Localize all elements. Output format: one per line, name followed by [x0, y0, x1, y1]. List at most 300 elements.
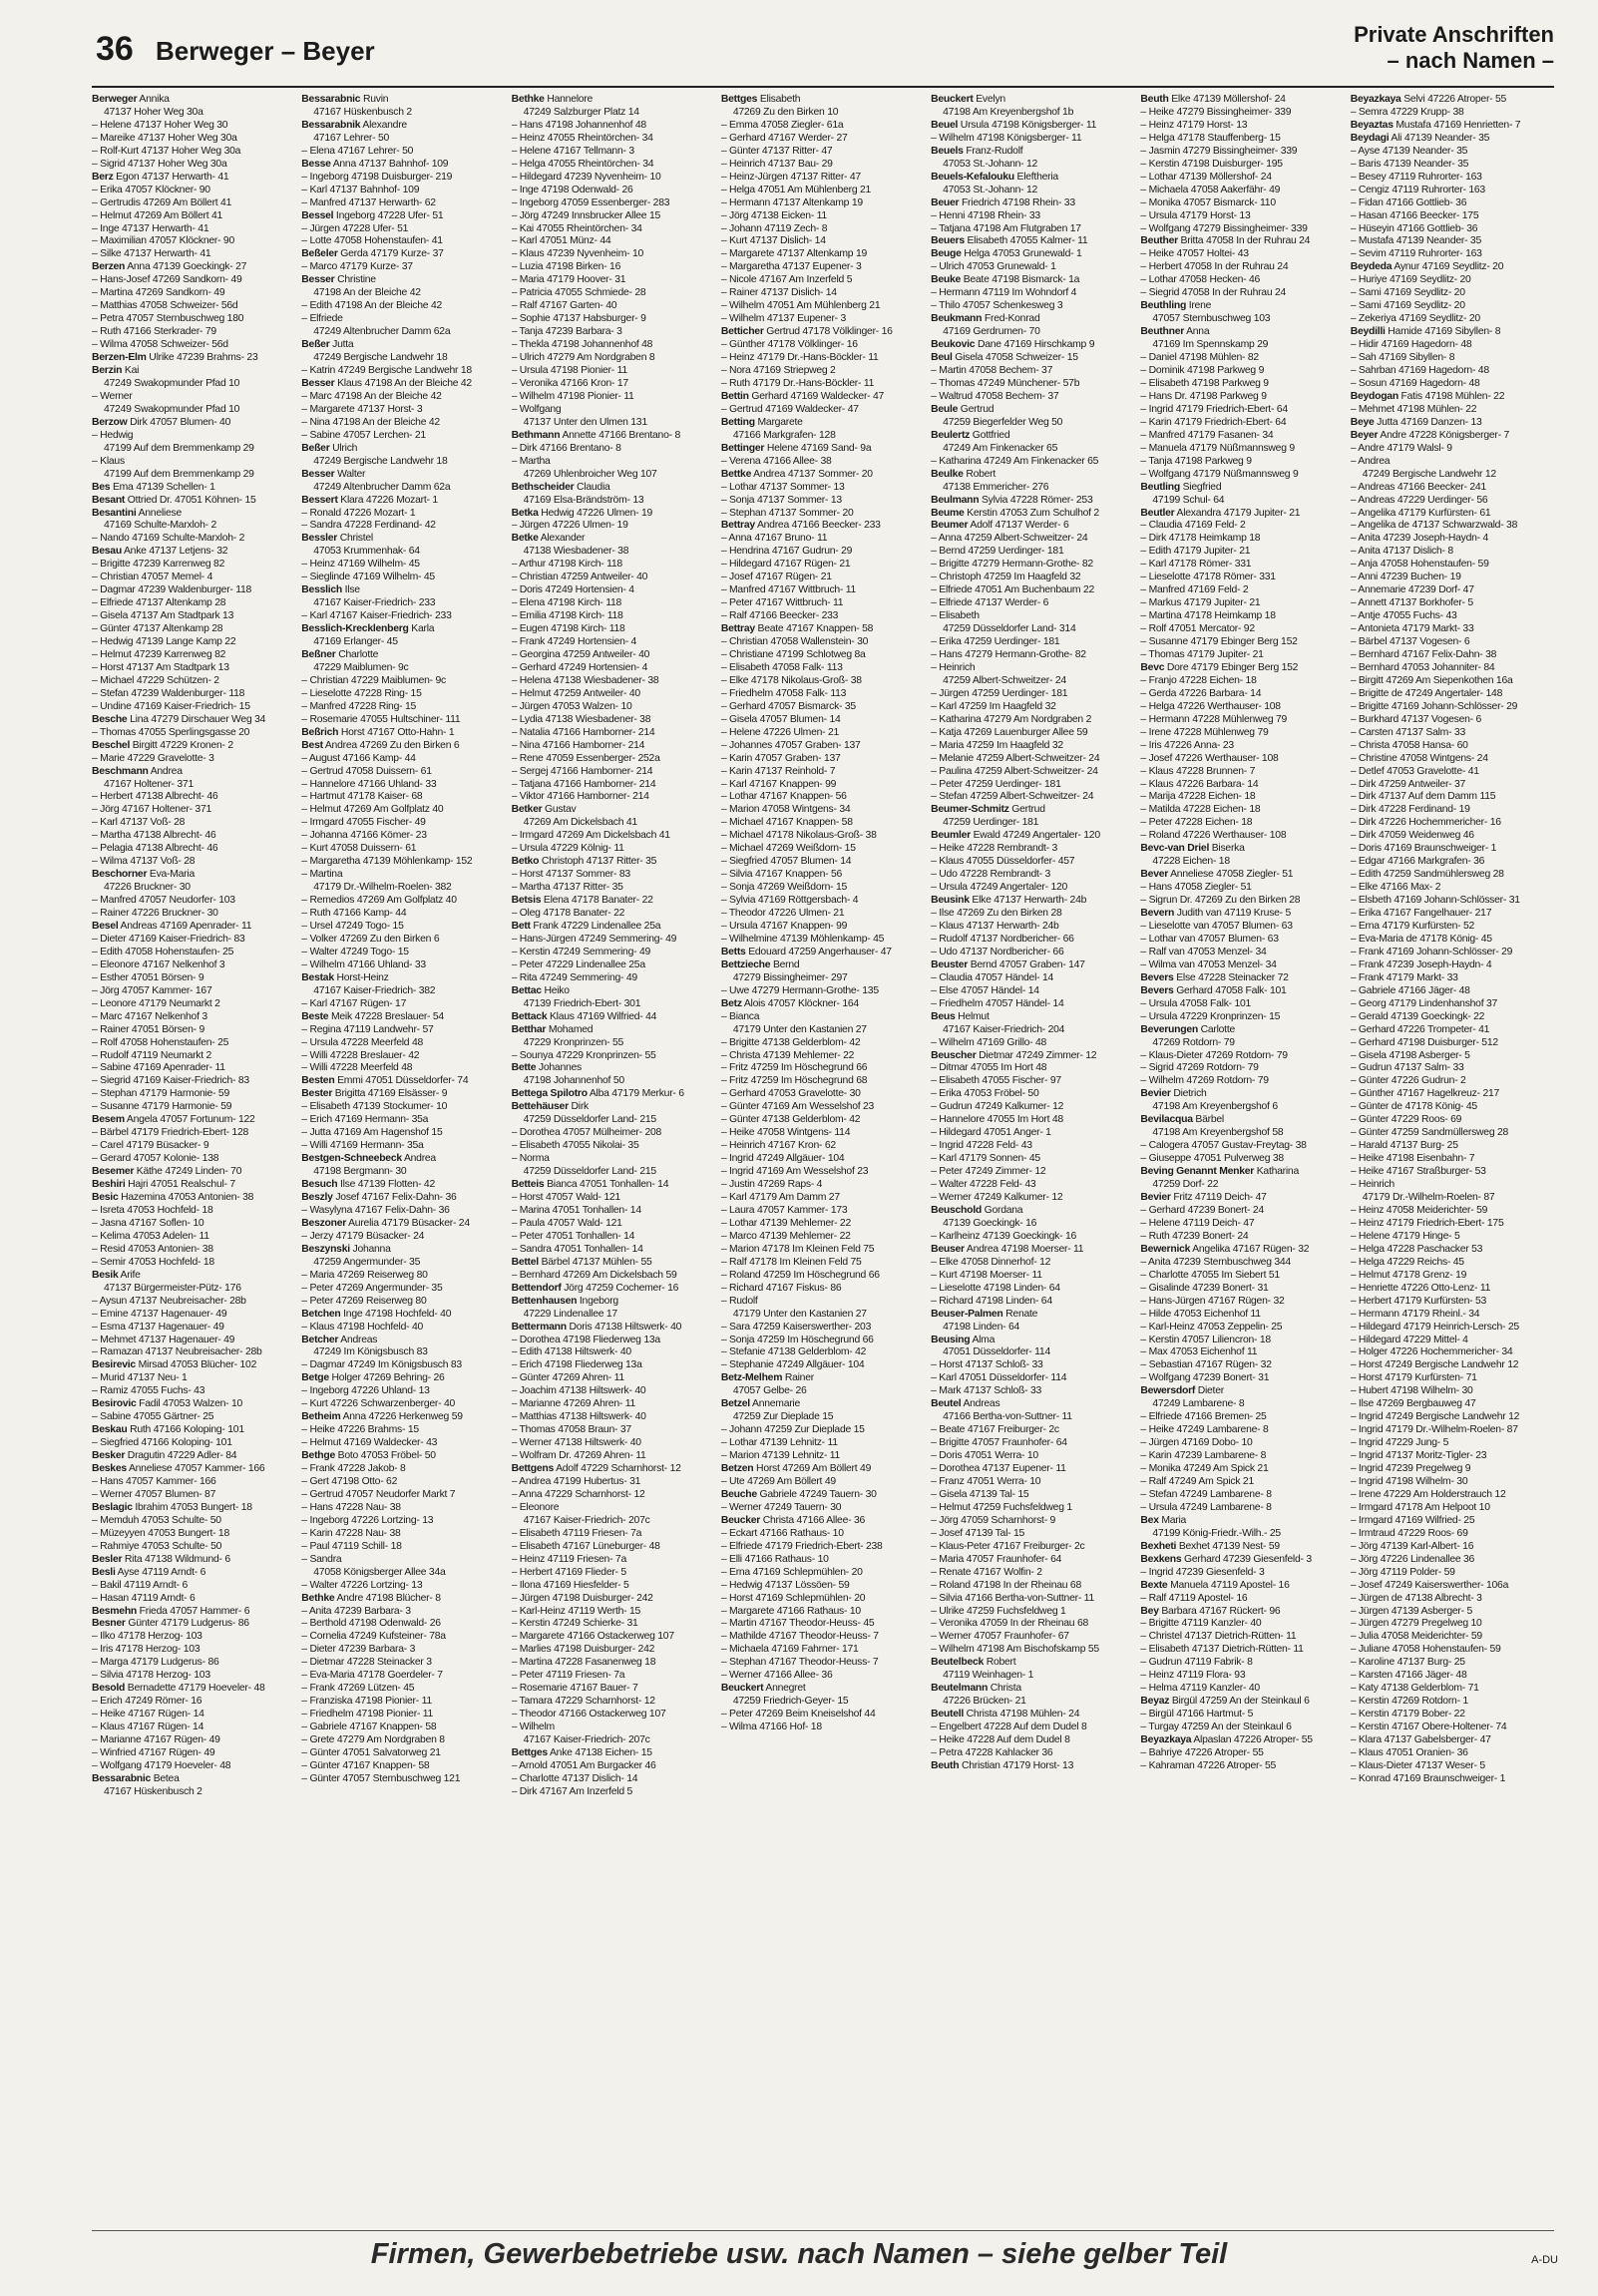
- directory-entry: [721, 998, 925, 1011]
- entry-text: – Kurt 47058 Duissern- 61: [301, 843, 417, 855]
- entry-text: – Harald 47137 Burg- 25: [1350, 1140, 1458, 1152]
- entry-text: – Klaus-Dieter 47269 Rotdorn- 79: [1140, 1049, 1288, 1061]
- directory-entry: [1140, 1346, 1344, 1359]
- entry-text: 47198 Johannenhof 50: [523, 1075, 624, 1087]
- directory-entry: [92, 1283, 295, 1296]
- entry-text: – Thomas 47058 Braun- 37: [511, 1424, 631, 1436]
- entry-text: – Nando 47169 Schulte-Marxloh- 2: [92, 533, 245, 545]
- entry-text: Hazemina 47053 Antonien- 38: [118, 1192, 254, 1204]
- entry-text: – Ralf van 47053 Menzel- 34: [1140, 946, 1267, 957]
- directory-entry: [721, 636, 925, 649]
- directory-entry: [1351, 223, 1554, 236]
- directory-entry: [301, 248, 505, 261]
- entry-text: – Ursula 47228 Meerfeld 48: [301, 1036, 424, 1048]
- directory-entry: [931, 133, 1134, 146]
- directory-entry: [92, 1657, 295, 1670]
- directory-entry: [301, 546, 505, 559]
- entry-text: – Anita 47137 Dislich- 8: [1350, 546, 1453, 558]
- directory-entry: [1351, 559, 1554, 572]
- directory-entry: [931, 430, 1134, 443]
- entry-text: – Frank 47249 Hortensien- 4: [511, 636, 637, 648]
- directory-entry: [931, 1257, 1134, 1270]
- directory-entry: [931, 1683, 1134, 1696]
- entry-text: – Ingrid 47249 Allgäuer- 104: [720, 1153, 845, 1165]
- entry-text: – Margarete 47137 Altenkamp 19: [720, 248, 867, 260]
- directory-entry: [1351, 300, 1554, 313]
- entry-text: – Hermann 47228 Mühlenweg 79: [1140, 713, 1288, 725]
- entry-text: – Veronika 47166 Kron- 17: [511, 377, 628, 389]
- entry-text: Ingeborg 47228 Ufer- 51: [333, 209, 444, 221]
- entry-text: – Josef 47249 Kaiserswerther- 106a: [1350, 1579, 1509, 1591]
- directory-entry: [721, 365, 925, 378]
- directory-entry: [721, 1606, 925, 1619]
- entry-text: – Elfriede: [301, 313, 343, 325]
- entry-text: – Sonja 47269 Weißdorn- 15: [720, 882, 848, 894]
- entry-text: – Nora 47169 Striepweg 2: [720, 365, 836, 377]
- directory-entry: [301, 1450, 505, 1463]
- entry-text: Christine: [334, 274, 376, 286]
- directory-entry: [512, 804, 715, 817]
- directory-entry: [721, 133, 925, 146]
- page-header: [88, 22, 1554, 82]
- entry-text: Andrea 47166 Beecker- 233: [754, 520, 881, 532]
- entry-text: – Elke 47178 Nikolaus-Groß- 38: [720, 674, 862, 686]
- directory-entry: [92, 1683, 295, 1696]
- directory-entry: [301, 1218, 505, 1231]
- entry-text: Biserka: [1209, 843, 1245, 855]
- entry-surname: Besli: [92, 1566, 116, 1578]
- directory-entry: [1351, 133, 1554, 146]
- entry-surname: Beul: [931, 352, 953, 364]
- entry-text: – Marion 47139 Lehnitz- 11: [720, 1450, 841, 1462]
- entry-text: – Waltrud 47058 Bechem- 37: [931, 390, 1059, 402]
- directory-entry: [512, 404, 715, 417]
- directory-entry: [1351, 1088, 1554, 1101]
- directory-entry: [1351, 934, 1554, 947]
- entry-text: Johanna: [349, 1243, 391, 1255]
- directory-entry: [512, 185, 715, 197]
- entry-surname: Betzel: [720, 1398, 750, 1410]
- entry-text: Dore 47179 Ebinger Berg 152: [1164, 661, 1299, 673]
- directory-entry: [301, 300, 505, 313]
- entry-text: Betea: [151, 1772, 180, 1784]
- entry-text: Gabriele 47249 Tauern- 30: [756, 1488, 877, 1500]
- directory-entry: [1351, 326, 1554, 339]
- directory-entry: [931, 1283, 1134, 1296]
- directory-entry: [92, 1140, 295, 1153]
- directory-entry: [1351, 701, 1554, 714]
- directory-entry: [512, 352, 715, 365]
- directory-entry: [721, 1385, 925, 1398]
- entry-text: – Horst 47179 Kurfürsten- 71: [1350, 1372, 1477, 1384]
- entry-text: – Gisela 47137 Am Stadtpark 13: [92, 610, 234, 622]
- directory-entry: [1140, 1515, 1344, 1528]
- entry-text: – Gudrun 47249 Kalkumer- 12: [931, 1101, 1064, 1113]
- entry-text: Alpaslan 47226 Atroper- 55: [1191, 1734, 1313, 1746]
- directory-entry: [721, 572, 925, 584]
- entry-text: – Gerhard 47198 Duisburger- 512: [1350, 1036, 1498, 1048]
- entry-text: – Kerstin 47179 Bober- 22: [1350, 1709, 1465, 1721]
- entry-text: Siegfried: [1179, 481, 1222, 493]
- entry-text: 47259 Zur Dieplade 15: [732, 1411, 834, 1423]
- entry-text: Alexandra 47179 Jupiter- 21: [1174, 507, 1301, 519]
- directory-entry: [301, 261, 505, 274]
- entry-text: – Wolfgang 47179 Hoeveler- 48: [92, 1759, 231, 1771]
- entry-text: Inge 47198 Hochfeld- 40: [340, 1308, 452, 1320]
- directory-entry: [92, 804, 295, 817]
- directory-entry: [1140, 1424, 1344, 1437]
- entry-text: – Heinz 47169 Wilhelm- 45: [301, 559, 420, 571]
- directory-entry: [1140, 649, 1344, 662]
- directory-entry: [721, 1205, 925, 1218]
- entry-text: – Matthias 47138 Hiltswerk- 40: [511, 1411, 646, 1423]
- directory-entry: [92, 1050, 295, 1063]
- directory-entry: [931, 1011, 1134, 1024]
- directory-entry: [931, 1670, 1134, 1683]
- entry-text: – Dirk 47259 Antweiler- 37: [1350, 778, 1466, 790]
- directory-entry: [1351, 791, 1554, 804]
- entry-text: – Cornelia 47249 Kufsteiner- 78a: [301, 1631, 446, 1643]
- entry-text: Gertrud 47178 Völklinger- 16: [763, 326, 893, 338]
- directory-entry: [1140, 1670, 1344, 1683]
- directory-entry: [512, 274, 715, 287]
- section-title-line-1: Private Anschriften: [1354, 22, 1554, 47]
- directory-entry: [1351, 1489, 1554, 1502]
- entry-text: Anke 47137 Letjens- 32: [121, 546, 228, 558]
- directory-entry: [931, 1166, 1134, 1179]
- entry-text: – Elena 47167 Lehrer- 50: [301, 145, 414, 157]
- entry-text: Klara 47226 Mozart- 1: [337, 494, 438, 506]
- directory-entry: [92, 378, 295, 391]
- entry-surname: Bettega Spilotro: [511, 1088, 588, 1100]
- entry-text: – Edgar 47166 Markgrafen- 36: [1350, 856, 1485, 868]
- entry-text: Claudia: [574, 481, 610, 493]
- directory-entry: [512, 1411, 715, 1424]
- entry-text: – Dirk 47166 Brentano- 8: [511, 442, 621, 454]
- entry-text: – Lieselotte van 47057 Blumen- 63: [1140, 921, 1293, 932]
- directory-entry: [1351, 1528, 1554, 1541]
- directory-entry: [1140, 779, 1344, 792]
- entry-text: – Besey 47119 Ruhrorter- 163: [1350, 171, 1482, 183]
- entry-text: – Karl 47259 Im Haagfeld 32: [931, 700, 1056, 712]
- entry-surname: Beskau: [92, 1424, 128, 1436]
- directory-entry: [512, 1760, 715, 1773]
- entry-text: Robert: [963, 468, 997, 480]
- entry-text: Beate 47167 Knappen- 58: [754, 623, 874, 635]
- entry-text: – Michael 47167 Knappen- 58: [720, 817, 853, 829]
- directory-entry: [1351, 1011, 1554, 1024]
- entry-surname: Bethge: [301, 1450, 335, 1462]
- directory-entry: [512, 714, 715, 727]
- directory-entry: [512, 1489, 715, 1502]
- entry-surname: Beskes: [92, 1463, 127, 1475]
- entry-text: – Jürgen 47279 Pregelweg 10: [1350, 1618, 1482, 1630]
- entry-surname: Bestgen-Schneebeck: [301, 1153, 402, 1165]
- directory-entry: [1140, 313, 1344, 326]
- directory-entry: [931, 1231, 1134, 1244]
- directory-entry: [1351, 391, 1554, 404]
- directory-entry: [1140, 1747, 1344, 1760]
- directory-entry: [1140, 1385, 1344, 1398]
- entry-text: – Jürgen 47139 Asberger- 5: [1350, 1605, 1473, 1617]
- directory-entry: [301, 921, 505, 934]
- directory-entry: [92, 1541, 295, 1554]
- entry-text: – Marco 47139 Mehlemer- 22: [720, 1230, 851, 1242]
- entry-text: – Helga 47178 Stauffenberg- 15: [1140, 132, 1281, 144]
- directory-entry: [512, 1359, 715, 1372]
- entry-text: – Marianne 47269 Ahren- 11: [511, 1398, 635, 1410]
- directory-entry: [721, 1309, 925, 1322]
- directory-entry: [92, 1257, 295, 1270]
- entry-text: – Andrea 47199 Hubertus- 31: [511, 1475, 641, 1487]
- directory-entry: [1140, 533, 1344, 546]
- directory-entry: [92, 508, 295, 521]
- entry-text: 47229 Lindenallee 17: [523, 1308, 617, 1320]
- entry-text: Hannelore: [544, 94, 594, 105]
- directory-entry: [931, 1309, 1134, 1322]
- directory-entry: [512, 908, 715, 921]
- entry-text: – Margarete 47166 Ostackerweg 107: [511, 1631, 674, 1643]
- entry-text: – Lotte 47058 Hohenstaufen- 41: [301, 235, 443, 247]
- directory-entry: [721, 985, 925, 998]
- entry-text: – Max 47053 Eichenhof 11: [1140, 1346, 1258, 1358]
- directory-entry: [301, 1270, 505, 1283]
- entry-text: – Martina 47228 Fasanenweg 18: [511, 1657, 656, 1669]
- directory-entry: [1140, 740, 1344, 753]
- entry-text: Egon 47137 Herwarth- 41: [113, 171, 229, 183]
- entry-text: – Sebastian 47167 Rügen- 32: [1140, 1359, 1272, 1371]
- entry-surname: Besten: [301, 1075, 335, 1087]
- entry-text: 47138 Emmericher- 276: [943, 481, 1049, 493]
- directory-entry: [931, 1140, 1134, 1153]
- entry-text: – Gertrud 47169 Waldecker- 47: [720, 403, 859, 415]
- entry-text: – Dirk 47228 Ferdinand- 19: [1350, 804, 1470, 816]
- directory-entry: [1140, 1024, 1344, 1037]
- directory-entry: [92, 1773, 295, 1786]
- entry-text: – Christoph 47259 Im Haagfeld 32: [931, 572, 1081, 583]
- entry-text: – Ralf 47119 Apostel- 16: [1140, 1592, 1248, 1604]
- directory-entry: [1351, 779, 1554, 792]
- entry-text: 47137 Bürgermeister-Pütz- 176: [104, 1282, 241, 1294]
- entry-text: Adolf 47137 Werder- 6: [968, 520, 1069, 532]
- entry-text: – Michael 47269 Weißdorn- 15: [720, 843, 856, 855]
- directory-entry: [721, 1296, 925, 1309]
- entry-text: – Bakil 47119 Arndt- 6: [92, 1579, 188, 1591]
- entry-surname: Betge: [301, 1372, 329, 1384]
- entry-text: – Hans 47198 Johannenhof 48: [511, 119, 646, 131]
- entry-text: – Hildegard 47167 Rügen- 21: [720, 559, 851, 571]
- entry-text: Gerhard 47239 Giesenfeld- 3: [1181, 1553, 1312, 1565]
- directory-entry: [92, 753, 295, 766]
- directory-entry: [1140, 817, 1344, 830]
- entry-text: Holger 47269 Behring- 26: [328, 1372, 445, 1384]
- directory-entry: [1351, 107, 1554, 120]
- entry-text: Gisela 47058 Schweizer- 15: [952, 352, 1078, 364]
- entry-text: – Willi 47169 Hermann- 35a: [301, 1140, 424, 1152]
- entry-text: – Elisabeth 47167 Lüneburger- 48: [511, 1540, 660, 1552]
- directory-entry: [512, 443, 715, 456]
- directory-entry: [512, 985, 715, 998]
- directory-entry: [92, 1385, 295, 1398]
- directory-entry: [301, 1101, 505, 1114]
- entry-text: – Helga 47229 Reichs- 45: [1350, 1256, 1464, 1268]
- directory-entry: [721, 1140, 925, 1153]
- entry-surname: Beving Genannt Menker: [1140, 1166, 1255, 1178]
- entry-surname: Beschorner: [92, 869, 148, 881]
- directory-entry: [721, 1127, 925, 1140]
- entry-text: 47166 Bertha-von-Suttner- 11: [943, 1411, 1072, 1423]
- directory-entry: [721, 300, 925, 313]
- entry-text: – Ingeborg 47059 Essenberger- 283: [511, 196, 670, 208]
- entry-surname: Bexkens: [1140, 1553, 1182, 1565]
- directory-entry: [512, 533, 715, 546]
- directory-entry: [1140, 248, 1344, 261]
- entry-surname: Bester: [301, 1088, 333, 1100]
- entry-text: Dietmar 47249 Zimmer- 12: [976, 1049, 1097, 1061]
- directory-entry: [301, 959, 505, 972]
- directory-entry: [512, 1580, 715, 1593]
- entry-text: – Arthur 47198 Kirch- 118: [511, 559, 622, 571]
- directory-entry: [92, 1346, 295, 1359]
- directory-entry: [1140, 1075, 1344, 1088]
- entry-text: 47259 Düsseldorfer Land- 215: [523, 1114, 656, 1126]
- directory-entry: [301, 339, 505, 352]
- directory-entry: [1140, 1140, 1344, 1153]
- entry-text: – Elisabeth 47055 Nikolai- 35: [511, 1140, 639, 1152]
- entry-text: – Ingrid 47179 Friedrich-Ebert- 64: [1140, 403, 1288, 415]
- directory-entry: [1351, 313, 1554, 326]
- directory-entry: [301, 326, 505, 339]
- entry-surname: Betsis: [511, 895, 542, 907]
- entry-surname: Bettges: [720, 94, 758, 105]
- directory-entry: [512, 1696, 715, 1709]
- entry-text: – Stephan 47179 Harmonie- 59: [92, 1088, 229, 1100]
- entry-text: – Gertrud 47058 Duissern- 61: [301, 765, 432, 777]
- entry-text: – Verena 47166 Allee- 38: [720, 455, 832, 467]
- entry-text: – Horst 47137 Am Stadtpark 13: [92, 661, 229, 673]
- entry-text: – Hedwig 47139 Lange Kamp 22: [92, 636, 236, 648]
- entry-surname: Bestak: [301, 971, 334, 983]
- entry-text: – Helene 47137 Hoher Weg 30: [92, 119, 228, 131]
- entry-surname: Beutel: [931, 1398, 962, 1410]
- entry-text: – Andreas 47229 Uerdinger- 56: [1350, 494, 1488, 506]
- directory-entry: [92, 159, 295, 172]
- entry-surname: Beuckert: [720, 1683, 764, 1695]
- directory-entry: [721, 443, 925, 456]
- directory-entry: [1140, 998, 1344, 1011]
- directory-entry: [1140, 287, 1344, 300]
- directory-entry: [721, 430, 925, 443]
- entry-surname: Bevern: [1140, 908, 1175, 920]
- entry-text: – Dieter 47169 Kaiser-Friedrich- 83: [92, 933, 245, 945]
- directory-entry: [721, 908, 925, 921]
- entry-text: – Manfred 47228 Ring- 15: [301, 700, 417, 712]
- entry-surname: Beuth: [931, 1759, 960, 1771]
- directory-entry: [512, 1541, 715, 1554]
- directory-entry: [931, 843, 1134, 856]
- directory-entry: [721, 972, 925, 985]
- directory-entry: [512, 856, 715, 869]
- entry-text: Rita 47138 Wildmund- 6: [122, 1553, 230, 1565]
- directory-column: [1140, 94, 1344, 2223]
- directory-entry: [1140, 753, 1344, 766]
- directory-entry: [1140, 210, 1344, 223]
- entry-text: – Andre 47179 Walsl- 9: [1350, 442, 1452, 454]
- entry-text: – Beate 47167 Freiburger- 2c: [931, 1424, 1059, 1436]
- entry-text: Gerhard 47169 Waldecker- 47: [748, 390, 885, 402]
- entry-text: – Tatjana 47198 Am Flutgraben 17: [931, 222, 1081, 234]
- entry-text: – Paul 47119 Schill- 18: [301, 1540, 402, 1552]
- entry-text: Anna 47139 Goeckingk- 27: [125, 261, 247, 273]
- entry-text: – Martha 47137 Ritter- 35: [511, 882, 623, 894]
- directory-entry: [1140, 1593, 1344, 1606]
- directory-entry: [1351, 1322, 1554, 1335]
- directory-entry: [1351, 508, 1554, 521]
- directory-entry: [301, 404, 505, 417]
- directory-entry: [301, 1424, 505, 1437]
- entry-text: – Monika 47057 Bismarck- 110: [1140, 196, 1276, 208]
- entry-text: – Turgay 47259 An der Steinkaul 6: [1140, 1722, 1292, 1733]
- directory-entry: [512, 921, 715, 934]
- entry-text: – Sigrid 47269 Rotdorn- 79: [1140, 1062, 1259, 1074]
- directory-entry: [92, 972, 295, 985]
- entry-text: – Wilhelm 47169 Grillo- 48: [931, 1036, 1047, 1048]
- directory-entry: [92, 1101, 295, 1114]
- directory-entry: [931, 197, 1134, 210]
- entry-text: – Konrad 47169 Braunschweiger- 1: [1350, 1772, 1506, 1784]
- entry-text: – Gisela 47057 Blumen- 14: [720, 713, 841, 725]
- entry-text: – Peter 47269 Angermunder- 35: [301, 1282, 443, 1294]
- entry-text: – Kerstin 47269 Rotdorn- 1: [1350, 1696, 1468, 1708]
- directory-entry: [92, 1747, 295, 1760]
- entry-text: – Günter 47137 Ritter- 47: [720, 145, 833, 157]
- entry-text: – Doris 47249 Hortensien- 4: [511, 584, 634, 596]
- directory-entry: [1140, 1709, 1344, 1722]
- entry-text: Angelika 47167 Rügen- 32: [1190, 1243, 1310, 1255]
- directory-entry: [721, 1709, 925, 1722]
- entry-surname: Betz-Melhem: [720, 1372, 783, 1384]
- entry-text: – Friedhelm 47058 Falk- 113: [720, 687, 847, 699]
- directory-entry: [721, 1024, 925, 1037]
- entry-text: – Karl 47167 Knappen- 99: [720, 778, 837, 790]
- directory-entry: [1351, 1502, 1554, 1515]
- entry-surname: Beutling: [1140, 481, 1180, 493]
- entry-text: – Sosun 47169 Hagedorn- 48: [1350, 377, 1480, 389]
- entry-surname: Betting: [720, 416, 755, 428]
- entry-text: – Eckart 47166 Rathaus- 10: [720, 1527, 844, 1539]
- entry-text: – Gudrun 47137 Salm- 33: [1350, 1062, 1464, 1074]
- directory-entry: [301, 520, 505, 533]
- entry-text: Gustav: [542, 804, 577, 816]
- directory-entry: [301, 197, 505, 210]
- entry-text: – Sergej 47166 Hamborner- 214: [511, 765, 653, 777]
- entry-surname: Besuch: [301, 1179, 338, 1191]
- entry-text: – Werner 47249 Tauern- 30: [720, 1501, 842, 1513]
- entry-text: – Antonieta 47179 Markt- 33: [1350, 623, 1474, 635]
- directory-entry: [721, 1062, 925, 1075]
- entry-text: – Martina 47178 Heimkamp 18: [1140, 610, 1276, 622]
- directory-entry: [1140, 1476, 1344, 1489]
- entry-text: – Christa 47058 Hansa- 60: [1350, 739, 1468, 751]
- directory-entry: [931, 1722, 1134, 1734]
- entry-text: – Viktor 47166 Hamborner- 214: [511, 791, 649, 803]
- entry-text: Eleftheria: [1013, 171, 1058, 183]
- entry-text: Eva-Maria: [147, 869, 195, 881]
- directory-entry: [1140, 1011, 1344, 1024]
- entry-text: 47259 Angermunder- 35: [313, 1256, 421, 1268]
- entry-text: – Susanne 47179 Ebinger Berg 152: [1140, 636, 1298, 648]
- directory-entry: [301, 662, 505, 675]
